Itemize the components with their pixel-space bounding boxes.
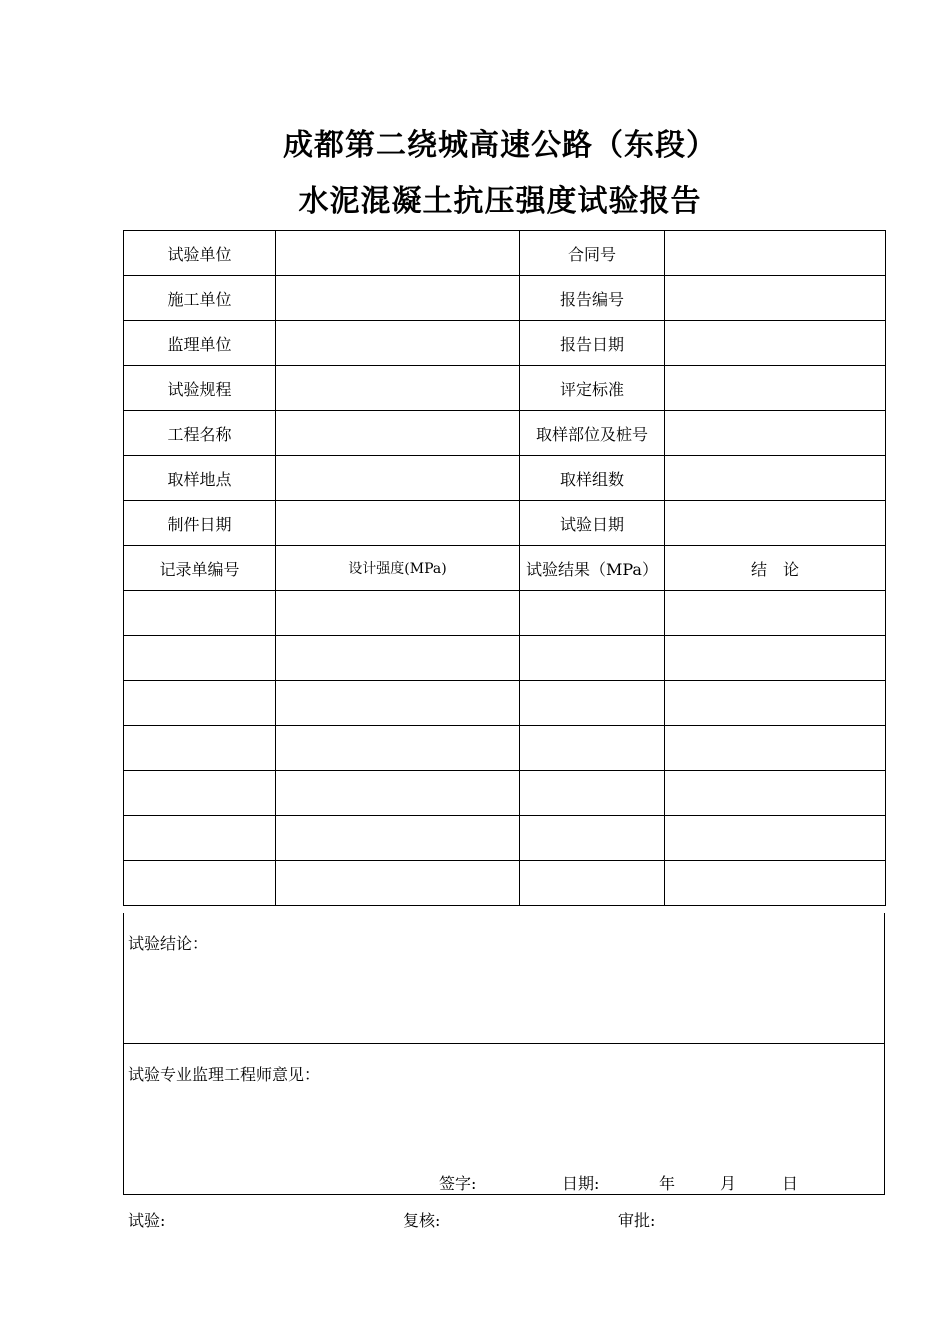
result-cell[interactable] [124, 861, 276, 906]
footer-test-label: 试验: [128, 1211, 166, 1230]
label-sampling-location-station: 取样部位及桩号 [520, 411, 665, 456]
label-sample-groups: 取样组数 [520, 456, 665, 501]
header-record-no: 记录单编号 [124, 546, 276, 591]
label-contract-no: 合同号 [520, 231, 665, 276]
value-sampling-site[interactable] [276, 456, 520, 501]
label-construction-unit: 施工单位 [124, 276, 276, 321]
result-cell[interactable] [276, 861, 520, 906]
header-design-strength: 设计强度(MPa) [276, 546, 520, 591]
label-test-procedure: 试验规程 [124, 366, 276, 411]
signature-label: 签字: [439, 1174, 477, 1193]
result-cell[interactable] [124, 681, 276, 726]
value-test-procedure[interactable] [276, 366, 520, 411]
result-row [124, 681, 886, 726]
test-conclusion-label: 试验结论： [128, 934, 209, 953]
label-evaluation-standard: 评定标准 [520, 366, 665, 411]
result-row [124, 591, 886, 636]
label-project-name: 工程名称 [124, 411, 276, 456]
result-cell[interactable] [520, 726, 665, 771]
header-test-result: 试验结果（MPa） [520, 546, 665, 591]
result-cell[interactable] [665, 636, 886, 681]
result-row [124, 861, 886, 906]
value-fabrication-date[interactable] [276, 501, 520, 546]
result-cell[interactable] [520, 771, 665, 816]
result-cell[interactable] [520, 861, 665, 906]
value-contract-no[interactable] [665, 231, 886, 276]
result-cell[interactable] [276, 591, 520, 636]
result-cell[interactable] [665, 771, 886, 816]
info-row [124, 501, 886, 546]
results-header-row [124, 546, 886, 591]
result-cell[interactable] [124, 726, 276, 771]
result-cell[interactable] [124, 591, 276, 636]
report-title-line1: 成都第二绕城高速公路（东段） [283, 128, 717, 163]
result-cell[interactable] [520, 636, 665, 681]
result-cell[interactable] [520, 816, 665, 861]
label-supervision-unit: 监理单位 [124, 321, 276, 366]
signature-year-label: 年 [659, 1174, 676, 1193]
result-cell[interactable] [276, 726, 520, 771]
info-row [124, 231, 886, 276]
label-report-date: 报告日期 [520, 321, 665, 366]
result-cell[interactable] [665, 861, 886, 906]
value-evaluation-standard[interactable] [665, 366, 886, 411]
supervisor-opinion-section[interactable] [123, 1044, 885, 1195]
result-cell[interactable] [665, 681, 886, 726]
result-row [124, 771, 886, 816]
value-construction-unit[interactable] [276, 276, 520, 321]
header-conclusion: 结 论 [665, 546, 886, 591]
result-cell[interactable] [124, 771, 276, 816]
result-cell[interactable] [276, 816, 520, 861]
result-cell[interactable] [665, 816, 886, 861]
label-sampling-site: 取样地点 [124, 456, 276, 501]
result-cell[interactable] [665, 726, 886, 771]
label-test-unit: 试验单位 [124, 231, 276, 276]
result-cell[interactable] [124, 636, 276, 681]
signature-day-label: 日 [782, 1174, 799, 1193]
value-report-date[interactable] [665, 321, 886, 366]
result-cell[interactable] [520, 681, 665, 726]
info-row [124, 276, 886, 321]
report-title-line2: 水泥混凝土抗压强度试验报告 [298, 184, 702, 219]
value-project-name[interactable] [276, 411, 520, 456]
info-row [124, 456, 886, 501]
label-report-no: 报告编号 [520, 276, 665, 321]
info-row [124, 411, 886, 456]
result-cell[interactable] [520, 591, 665, 636]
footer-review-label: 复核: [403, 1211, 441, 1230]
footer-approve-label: 审批: [618, 1211, 656, 1230]
value-test-date[interactable] [665, 501, 886, 546]
label-fabrication-date: 制件日期 [124, 501, 276, 546]
result-cell[interactable] [124, 816, 276, 861]
signature-month-label: 月 [720, 1174, 737, 1193]
value-report-no[interactable] [665, 276, 886, 321]
label-test-date: 试验日期 [520, 501, 665, 546]
supervisor-opinion-label: 试验专业监理工程师意见： [128, 1065, 321, 1084]
test-conclusion-section[interactable] [123, 913, 885, 1044]
result-row [124, 816, 886, 861]
signature-date-label: 日期: [562, 1174, 600, 1193]
info-row [124, 321, 886, 366]
result-cell[interactable] [665, 591, 886, 636]
result-cell[interactable] [276, 636, 520, 681]
result-cell[interactable] [276, 681, 520, 726]
value-sample-groups[interactable] [665, 456, 886, 501]
result-row [124, 636, 886, 681]
result-row [124, 726, 886, 771]
value-supervision-unit[interactable] [276, 321, 520, 366]
value-test-unit[interactable] [276, 231, 520, 276]
value-sampling-location-station[interactable] [665, 411, 886, 456]
report-form-table [123, 230, 886, 906]
info-row [124, 366, 886, 411]
result-cell[interactable] [276, 771, 520, 816]
